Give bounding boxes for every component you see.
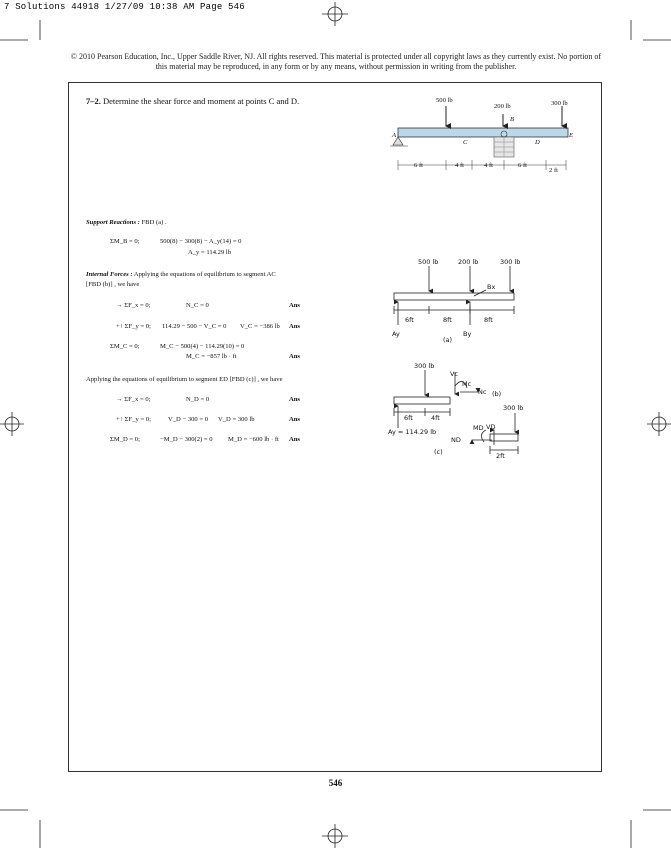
load-500: 500 lb xyxy=(436,97,453,104)
ans-1: Ans xyxy=(289,302,300,309)
fbd-b-mc: Mc xyxy=(462,380,472,388)
fbd-c-load: 300 lb xyxy=(503,404,524,412)
fbd-b-dim-6: 6ft xyxy=(404,414,413,422)
eq-c-moment-body: M_C − 500(4) − 114.29(10) = 0 xyxy=(160,343,245,350)
fbd-b-vc: Vc xyxy=(450,370,459,378)
eq-d-moment-body: −M_D − 300(2) = 0 xyxy=(160,436,213,443)
problem-number: 7–2. xyxy=(86,96,101,106)
fbd-a-by: By xyxy=(463,330,472,338)
fbd-a-ay: Ay xyxy=(392,330,400,338)
fbd-b-load: 300 lb xyxy=(414,362,435,370)
fbd-b-caption: (b) xyxy=(492,390,502,398)
print-slug: 7 Solutions 44918 1/27/09 10:38 AM Page 546 xyxy=(4,2,245,12)
fbd-b-reaction: Ay = 114.29 lb xyxy=(388,428,437,436)
eq-c-moment: ΣM_C = 0; xyxy=(110,343,140,350)
eq-d-fx: → ΣF_x = 0; xyxy=(116,396,151,403)
fbd-a-load-200: 200 lb xyxy=(458,258,479,266)
point-d: D xyxy=(535,139,540,146)
dim-2ft: 2 ft xyxy=(549,167,558,174)
segment-ed-text: Applying the equations of equilibrium to segment ED [FBD (c)] , we have xyxy=(86,376,283,383)
eq-moment-b-body: 500(8) − 300(8) − A_y(14) = 0 xyxy=(160,238,242,245)
problem-text: Determine the shear force and moment at points C and D. xyxy=(103,96,300,106)
dim-4ft-1: 4 ft xyxy=(455,162,464,169)
fbd-a-dim-8b: 8ft xyxy=(484,316,493,324)
eq-c-fx-body: N_C = 0 xyxy=(186,302,209,309)
eq-md-result: M_D = −600 lb · ft xyxy=(228,436,279,443)
point-e: E xyxy=(569,132,574,139)
fbd-c-nd: ND xyxy=(451,436,461,444)
load-200: 200 lb xyxy=(494,103,511,110)
ans-5: Ans xyxy=(289,416,300,423)
eq-d-fx-body: N_D = 0 xyxy=(186,396,210,403)
point-a: A xyxy=(392,132,397,139)
eq-vc-result: V_C = −386 lb xyxy=(240,323,280,330)
eq-d-fy: +↑ ΣF_y = 0; xyxy=(116,416,151,423)
page-number: 546 xyxy=(328,778,343,788)
fbd-b-dim-4: 4ft xyxy=(431,414,440,422)
fbd-a-load-300: 300 lb xyxy=(500,258,521,266)
eq-d-fy-body: V_D − 300 = 0 xyxy=(168,416,209,423)
point-c: C xyxy=(463,139,468,146)
fbd-c-caption: (c) xyxy=(434,448,443,456)
fbd-a-bx: Bx xyxy=(487,283,496,291)
fbd-a-load-500: 500 lb xyxy=(418,258,439,266)
copyright-notice: © 2010 Pearson Education, Inc., Upper Saddle River, NJ. All rights reserved. This material is protected under all copyright laws as they currently exist. No portion of this material may be reproduced, in any form or by any means, without permission in writing from the publisher. xyxy=(70,52,602,71)
internal-forces-heading: Internal Forces : Applying the equations of equilibrium to segment AC xyxy=(86,271,276,278)
ans-2: Ans xyxy=(289,323,300,330)
eq-ay-result: A_y = 114.29 lb xyxy=(188,249,232,256)
dim-6ft-2: 6 ft xyxy=(518,162,527,169)
fbd-c-vd: VD xyxy=(486,423,496,431)
eq-c-fx: → ΣF_x = 0; xyxy=(116,302,151,309)
eq-moment-b: ΣM_B = 0; xyxy=(110,238,140,245)
eq-d-moment: ΣM_D = 0; xyxy=(110,436,140,443)
fbd-a-caption: (a) xyxy=(443,336,453,344)
fbd-c-dim: 2ft xyxy=(496,452,505,460)
fbd-a-dim-8a: 8ft xyxy=(443,316,452,324)
eq-mc-result: M_C = −857 lb · ft xyxy=(186,353,237,360)
fbd-b-nc: Nc xyxy=(478,388,487,396)
load-300: 300 lb xyxy=(551,100,568,107)
fbd-a-dim-6: 6ft xyxy=(405,316,414,324)
eq-c-fy-body: 114.29 − 500 − V_C = 0 xyxy=(162,323,227,330)
dim-4ft-2: 4 ft xyxy=(484,162,493,169)
eq-c-fy: +↑ ΣF_y = 0; xyxy=(116,323,151,330)
support-reactions-heading: Support Reactions : FBD (a) . xyxy=(86,219,167,226)
eq-vd-result: V_D = 300 lb xyxy=(218,416,255,423)
fbd-c-md: MD xyxy=(473,424,484,432)
point-b: B xyxy=(510,116,515,123)
dim-6ft-1: 6 ft xyxy=(414,162,423,169)
ans-4: Ans xyxy=(289,396,300,403)
ans-6: Ans xyxy=(289,436,300,443)
ans-3: Ans xyxy=(289,353,300,360)
internal-forces-ref: [FBD (b)] , we have xyxy=(86,281,140,288)
